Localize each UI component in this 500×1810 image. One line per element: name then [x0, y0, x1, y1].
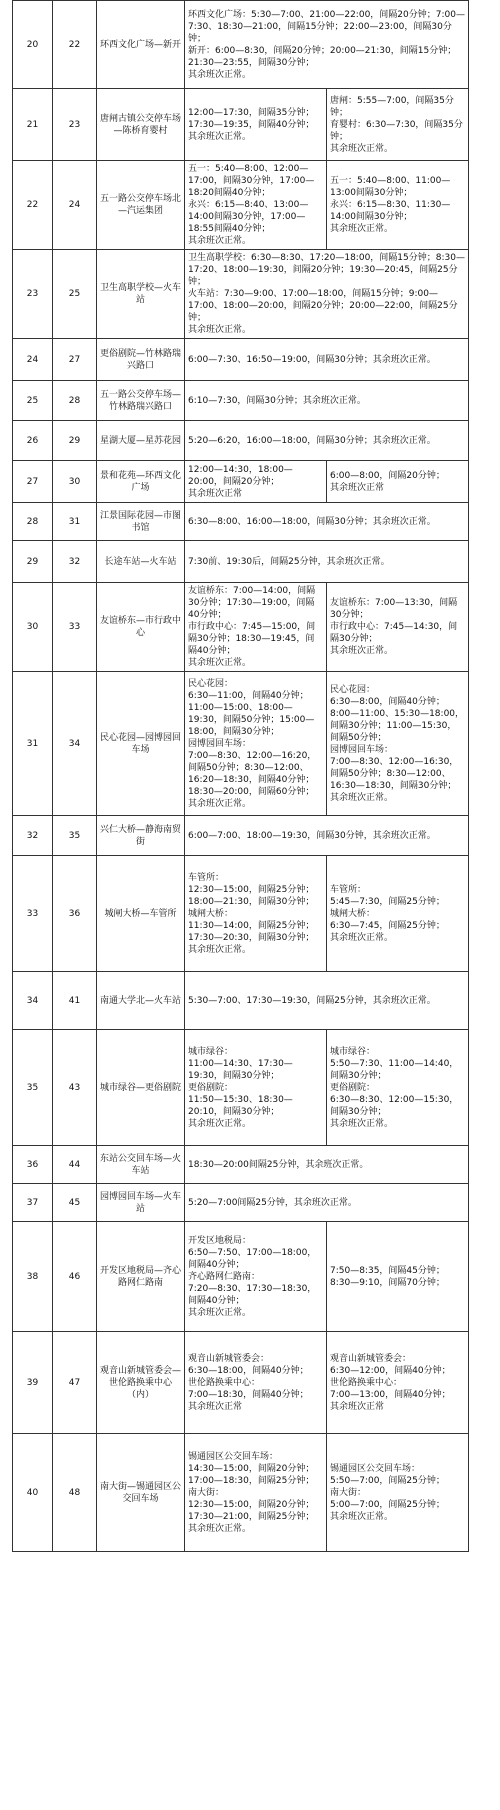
- row-number-cell: 22: [13, 161, 53, 250]
- schedule-line: 5:50—7:30、11:00—14:40，间隔30分钟；: [330, 1058, 459, 1081]
- schedule-line: 车管所：: [330, 884, 367, 895]
- route-name-cell: 更俗剧院—竹林路瑞兴路口: [97, 339, 185, 381]
- schedule-line: 其余班次正常: [188, 488, 243, 499]
- row-number-cell: 32: [13, 816, 53, 856]
- holiday-schedule-cell: [327, 1030, 469, 1146]
- bus-schedule-table: [12, 0, 469, 1552]
- schedule-line: 其余班次正常。: [330, 224, 394, 234]
- weekday-schedule-cell: [185, 1030, 327, 1146]
- route-name-cell: 城市绿谷—更俗剧院: [97, 1030, 185, 1146]
- holiday-schedule-cell: [327, 161, 469, 250]
- table-row: [13, 161, 469, 250]
- schedule-line: 6:30—12:00，间隔40分钟；: [330, 1365, 451, 1376]
- schedule-cell: [185, 421, 469, 461]
- schedule-line: 五一：5:40—8:00、12:00—17:00，间隔30分钟，17:00—18:20间隔40分钟；: [188, 164, 315, 198]
- weekday-schedule-cell: [185, 461, 327, 503]
- schedule-line: 6:00—7:30、16:50—19:00，间隔30分钟；其余班次正常。: [188, 354, 436, 365]
- schedule-cell: [185, 339, 469, 381]
- row-number-cell: 21: [13, 89, 53, 161]
- schedule-line: 17:30—19:35，间隔40分钟；: [188, 119, 315, 130]
- schedule-line: 5:50—7:00，间隔25分钟；: [330, 1475, 445, 1486]
- schedule-line: 17:30—21:00，间隔25分钟；: [188, 1511, 315, 1522]
- table-row: [13, 856, 469, 972]
- schedule-table-body: [13, 1, 469, 1552]
- table-row: [13, 1222, 469, 1332]
- schedule-line: 11:00—14:30、17:30—19:30，间隔30分钟；: [188, 1058, 293, 1081]
- route-name-cell: 园博园回车场—火车站: [97, 1184, 185, 1222]
- schedule-line: 6:00—8:00，间隔20分钟；: [330, 470, 445, 481]
- route-number-cell: 45: [53, 1184, 97, 1222]
- schedule-line: 6:10—7:30，间隔30分钟；其余班次正常。: [188, 395, 366, 406]
- schedule-line: 园博园回车场：: [330, 744, 394, 755]
- route-number-cell: 30: [53, 461, 97, 503]
- row-number-cell: 37: [13, 1184, 53, 1222]
- schedule-line: 5:45—7:30，间隔25分钟；: [330, 896, 445, 907]
- table-row: [13, 583, 469, 672]
- schedule-line: 其余班次正常。: [188, 236, 252, 246]
- route-name-cell: 南通大学北—火车站: [97, 972, 185, 1030]
- schedule-line: 7:50—8:35，间隔45分钟；: [330, 1265, 445, 1276]
- schedule-line: 其余班次正常。: [188, 658, 252, 668]
- route-name-cell: 江景国际花园—市图书馆: [97, 503, 185, 541]
- holiday-schedule-cell: [327, 1434, 469, 1552]
- route-number-cell: 44: [53, 1146, 97, 1184]
- row-number-cell: 31: [13, 672, 53, 816]
- schedule-line: 6:30—8:00、16:00—18:00，间隔30分钟；其余班次正常。: [188, 516, 436, 527]
- table-row: [13, 421, 469, 461]
- schedule-line: 永兴：6:15—8:40、13:00—14:00间隔30分钟，17:00—18:55间隔40分钟；: [188, 200, 309, 234]
- schedule-line: 其余班次正常。: [188, 1523, 252, 1534]
- table-row: [13, 250, 469, 339]
- schedule-line: 6:30—18:00，间隔40分钟；: [188, 1365, 309, 1376]
- schedule-line: 南大街：: [188, 1487, 225, 1498]
- row-number-cell: 34: [13, 972, 53, 1030]
- schedule-line: 其余班次正常。: [188, 1307, 252, 1318]
- route-name-cell: 环西文化广场—新开: [97, 1, 185, 89]
- table-row: [13, 381, 469, 421]
- route-name-cell: 景和花苑—环西文化广场: [97, 461, 185, 503]
- schedule-cell: [185, 250, 469, 339]
- schedule-line: 市行政中心：7:45—15:00，间隔30分钟；18:30—19:45，间隔40分钟；: [188, 622, 316, 656]
- schedule-line: 其余班次正常。: [330, 143, 394, 154]
- weekday-schedule-cell: [185, 1222, 327, 1332]
- schedule-line: 新开：6:00—8:30，间隔20分钟；20:00—21:30，间隔15分钟；21:30—23:55，间隔30分钟；: [188, 45, 457, 68]
- schedule-line: 观音山新城管委会：: [330, 1353, 412, 1364]
- schedule-line: 12:30—15:00，间隔25分钟；: [188, 884, 315, 895]
- table-row: [13, 1434, 469, 1552]
- schedule-line: 环西文化广场：5:30—7:00、21:00—22:00，间隔20分钟；7:00—7:30、18:30—21:00，间隔15分钟；22:00—23:00，间隔30分钟；: [188, 9, 465, 44]
- schedule-cell: [185, 381, 469, 421]
- row-number-cell: 29: [13, 541, 53, 583]
- schedule-line: 其余班次正常。: [330, 792, 394, 803]
- schedule-line: 锡通园区公交回车场：: [330, 1463, 421, 1474]
- route-name-cell: 友谊桥东—市行政中心: [97, 583, 185, 672]
- schedule-line: 6:30—11:00，间隔40分钟；11:00—15:00、18:00—19:30，间隔50分钟；15:00—18:00，间隔30分钟；: [188, 690, 315, 737]
- schedule-line: 12:00—17:30，间隔35分钟；: [188, 107, 315, 118]
- row-number-cell: 20: [13, 1, 53, 89]
- route-number-cell: 43: [53, 1030, 97, 1146]
- schedule-line: 民心花园：: [330, 684, 376, 695]
- route-name-cell: 星湖大厦—星苏花园: [97, 421, 185, 461]
- route-number-cell: 31: [53, 503, 97, 541]
- weekday-schedule-cell: [185, 672, 327, 816]
- route-number-cell: 22: [53, 1, 97, 89]
- route-name-cell: 开发区地税局—齐心路网仁路南: [97, 1222, 185, 1332]
- schedule-line: 城闸大桥：: [188, 908, 234, 919]
- schedule-line: 城闸大桥：: [330, 908, 376, 919]
- table-row: [13, 816, 469, 856]
- schedule-cell: [185, 816, 469, 856]
- route-name-cell: 唐闸古镇公交停车场—陈桥育婴村: [97, 89, 185, 161]
- schedule-line: 7:30前、19:30后，间隔25分钟，其余班次正常。: [188, 556, 390, 567]
- schedule-line: 世伦路换乘中心：: [188, 1377, 261, 1388]
- schedule-line: 更俗剧院：: [188, 1082, 234, 1093]
- holiday-schedule-cell: [327, 1222, 469, 1332]
- schedule-line: 17:00—18:30，间隔25分钟；: [188, 1475, 315, 1486]
- row-number-cell: 27: [13, 461, 53, 503]
- row-number-cell: 35: [13, 1030, 53, 1146]
- schedule-line: 5:20—7:00间隔25分钟，其余班次正常。: [188, 1197, 357, 1208]
- row-number-cell: 36: [13, 1146, 53, 1184]
- schedule-line: 开发区地税局：: [188, 1235, 252, 1246]
- table-row: [13, 1, 469, 89]
- schedule-cell: [185, 1184, 469, 1222]
- schedule-line: 其余班次正常: [330, 482, 385, 493]
- route-name-cell: 兴仁大桥—静海南贸街: [97, 816, 185, 856]
- weekday-schedule-cell: [185, 89, 327, 161]
- holiday-schedule-cell: [327, 583, 469, 672]
- schedule-line: 其余班次正常。: [330, 1511, 394, 1522]
- route-name-cell: 南大街—锡通园区公交回车场: [97, 1434, 185, 1552]
- row-number-cell: 30: [13, 583, 53, 672]
- route-number-cell: 47: [53, 1332, 97, 1434]
- schedule-line: 卫生高职学校：6:30—8:30、17:20—18:00，间隔15分钟；8:30—17:20、18:00—19:30，间隔20分钟；19:30—20:45，间隔25分钟；: [188, 253, 465, 287]
- schedule-line: 友谊桥东：7:00—13:30，间隔30分钟；: [330, 598, 458, 620]
- route-number-cell: 36: [53, 856, 97, 972]
- schedule-line: 市行政中心：7:45—14:30，间隔30分钟；: [330, 622, 458, 644]
- schedule-line: 7:00—8:30、12:00—16:30，间隔50分钟；8:30—12:00、16:30—18:30，间隔30分钟；: [330, 756, 459, 791]
- weekday-schedule-cell: [185, 583, 327, 672]
- route-name-cell: 长途车站—火车站: [97, 541, 185, 583]
- table-row: [13, 672, 469, 816]
- route-number-cell: 32: [53, 541, 97, 583]
- schedule-line: 园博园回车场：: [188, 738, 252, 749]
- schedule-line: 永兴：6:15—8:30、11:30—14:00间隔30分钟；: [330, 200, 451, 222]
- schedule-line: 火车站：7:30—9:00、17:00—18:00，间隔15分钟；9:00—17:00、18:00—20:00，间隔20分钟；20:00—22:00，间隔25分钟；: [188, 289, 458, 323]
- schedule-line: 5:20—6:20，16:00—18:00，间隔30分钟；其余班次正常。: [188, 435, 436, 446]
- schedule-line: 锡通园区公交回车场：: [188, 1451, 279, 1462]
- table-row: [13, 1030, 469, 1146]
- route-number-cell: 34: [53, 672, 97, 816]
- schedule-line: 6:00—7:00、18:00—19:30，间隔30分钟，其余班次正常。: [188, 830, 436, 841]
- route-name-cell: 五一路公交停车场—竹林路瑞兴路口: [97, 381, 185, 421]
- row-number-cell: 38: [13, 1222, 53, 1332]
- schedule-line: 其余班次正常。: [188, 69, 252, 80]
- route-name-cell: 五一路公交停车场北—汽运集团: [97, 161, 185, 250]
- schedule-line: 五一：5:40—8:00、11:00—13:00间隔30分钟；: [330, 176, 451, 198]
- holiday-schedule-cell: [327, 856, 469, 972]
- schedule-line: 11:30—14:00，间隔25分钟；: [188, 920, 315, 931]
- schedule-line: 其余班次正常。: [188, 944, 252, 955]
- row-number-cell: 40: [13, 1434, 53, 1552]
- schedule-line: 18:30—20:00间隔25分钟，其余班次正常。: [188, 1159, 369, 1170]
- schedule-cell: [185, 1146, 469, 1184]
- holiday-schedule-cell: [327, 672, 469, 816]
- schedule-line: 其余班次正常。: [188, 1118, 252, 1129]
- route-number-cell: 24: [53, 161, 97, 250]
- schedule-line: 6:50—7:50、17:00—18:00，间隔40分钟；: [188, 1247, 317, 1270]
- schedule-cell: [185, 1, 469, 89]
- weekday-schedule-cell: [185, 1434, 327, 1552]
- schedule-line: 其余班次正常。: [188, 325, 252, 335]
- schedule-line: 11:50—15:30、18:30—20:10，间隔30分钟；: [188, 1094, 293, 1117]
- route-number-cell: 48: [53, 1434, 97, 1552]
- row-number-cell: 39: [13, 1332, 53, 1434]
- schedule-line: 其余班次正常。: [330, 646, 394, 656]
- route-number-cell: 29: [53, 421, 97, 461]
- schedule-line: 17:30—20:30，间隔30分钟；: [188, 932, 315, 943]
- schedule-line: 其余班次正常。: [330, 1118, 394, 1129]
- table-row: [13, 461, 469, 503]
- schedule-line: 7:20—8:30、17:30—18:30，间隔40分钟；: [188, 1283, 317, 1306]
- weekday-schedule-cell: [185, 856, 327, 972]
- table-row: [13, 541, 469, 583]
- schedule-line: 8:30—9:10，间隔70分钟；: [330, 1277, 445, 1288]
- weekday-schedule-cell: [185, 1332, 327, 1434]
- schedule-line: 12:00—14:30，18:00—20:00，间隔20分钟；: [188, 464, 293, 487]
- schedule-line: 7:00—13:00，间隔40分钟；: [330, 1389, 451, 1400]
- schedule-line: 6:30—7:45，间隔25分钟；: [330, 920, 445, 931]
- schedule-line: 世伦路换乘中心：: [330, 1377, 403, 1388]
- schedule-line: 观音山新城管委会：: [188, 1353, 270, 1364]
- route-name-cell: 东站公交回车场—火车站: [97, 1146, 185, 1184]
- schedule-cell: [185, 503, 469, 541]
- table-row: [13, 1332, 469, 1434]
- schedule-line: 7:00—8:30、12:00—16:20，间隔50分钟；8:30—12:00、16:20—18:30，间隔40分钟；18:30—20:00，间隔60分钟；: [188, 750, 317, 797]
- route-number-cell: 46: [53, 1222, 97, 1332]
- route-number-cell: 41: [53, 972, 97, 1030]
- schedule-line: 18:00—21:30，间隔30分钟；: [188, 896, 315, 907]
- schedule-line: 12:30—15:00，间隔20分钟；: [188, 1499, 315, 1510]
- row-number-cell: 26: [13, 421, 53, 461]
- table-row: [13, 89, 469, 161]
- schedule-line: 城市绿谷：: [188, 1046, 234, 1057]
- route-number-cell: 28: [53, 381, 97, 421]
- holiday-schedule-cell: [327, 89, 469, 161]
- route-number-cell: 35: [53, 816, 97, 856]
- row-number-cell: 25: [13, 381, 53, 421]
- schedule-line: 南大街：: [330, 1487, 367, 1498]
- table-row: [13, 339, 469, 381]
- table-row: [13, 1146, 469, 1184]
- row-number-cell: 24: [13, 339, 53, 381]
- schedule-cell: [185, 972, 469, 1030]
- schedule-line: 齐心路网仁路南：: [188, 1271, 261, 1282]
- schedule-cell: [185, 541, 469, 583]
- route-name-cell: 民心花园—园博园回车场: [97, 672, 185, 816]
- schedule-line: 7:00—18:30，间隔40分钟；: [188, 1389, 309, 1400]
- row-number-cell: 33: [13, 856, 53, 972]
- schedule-line: 14:30—15:00，间隔20分钟；: [188, 1463, 315, 1474]
- schedule-line: 其余班次正常。: [330, 932, 394, 943]
- holiday-schedule-cell: [327, 461, 469, 503]
- table-row: [13, 972, 469, 1030]
- schedule-line: 5:30—7:00、17:30—19:30，间隔25分钟，其余班次正常。: [188, 995, 436, 1006]
- route-name-cell: 卫生高职学校—火车站: [97, 250, 185, 339]
- schedule-line: 育婴村：6:30—7:30，间隔35分钟；: [330, 119, 463, 142]
- schedule-line: 民心花园：: [188, 678, 234, 689]
- schedule-line: 5:00—7:00，间隔25分钟；: [330, 1499, 445, 1510]
- route-number-cell: 27: [53, 339, 97, 381]
- schedule-line: 其余班次正常。: [188, 798, 252, 809]
- weekday-schedule-cell: [185, 161, 327, 250]
- table-row: [13, 1184, 469, 1222]
- schedule-line: 其余班次正常: [330, 1401, 385, 1412]
- route-number-cell: 23: [53, 89, 97, 161]
- route-name-cell: 观音山新城管委会—世伦路换乘中心（内）: [97, 1332, 185, 1434]
- row-number-cell: 23: [13, 250, 53, 339]
- schedule-line: 其余班次正常: [188, 1401, 243, 1412]
- schedule-line: 城市绿谷：: [330, 1046, 376, 1057]
- schedule-line: 6:30—8:30、12:00—15:30，间隔30分钟；: [330, 1094, 459, 1117]
- route-number-cell: 33: [53, 583, 97, 672]
- route-number-cell: 25: [53, 250, 97, 339]
- holiday-schedule-cell: [327, 1332, 469, 1434]
- schedule-line: 友谊桥东：7:00—14:00，间隔30分钟；17:30—19:00，间隔40分钟；: [188, 586, 316, 620]
- schedule-line: 唐闸：5:55—7:00，间隔35分钟；: [330, 95, 454, 118]
- schedule-line: 车管所：: [188, 872, 225, 883]
- route-name-cell: 城闸大桥—车管所: [97, 856, 185, 972]
- schedule-line: 其余班次正常。: [188, 131, 252, 142]
- schedule-line: 6:30—8:00，间隔40分钟；8:00—11:00、15:30—18:00，间隔30分钟；11:00—15:30，间隔50分钟；: [330, 696, 465, 743]
- row-number-cell: 28: [13, 503, 53, 541]
- schedule-line: 更俗剧院：: [330, 1082, 376, 1093]
- table-row: [13, 503, 469, 541]
